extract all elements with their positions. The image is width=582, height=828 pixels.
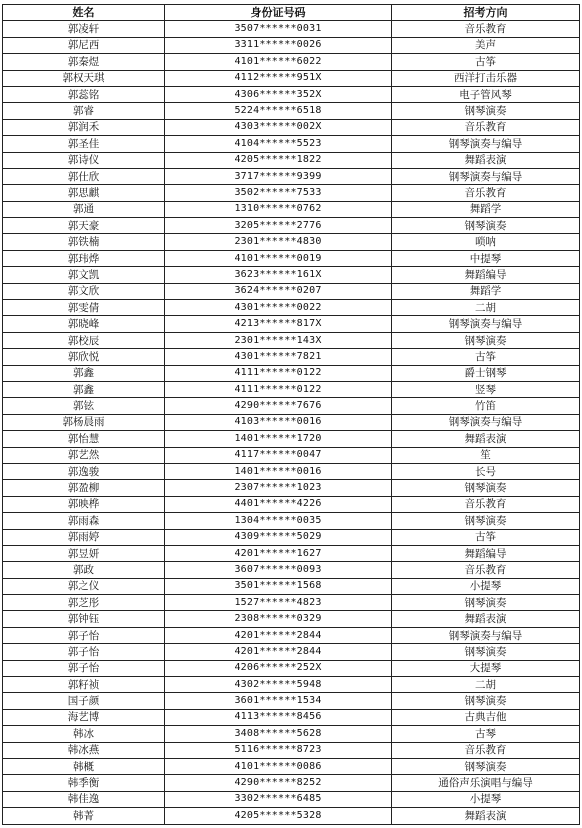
cell-name: 郭鑫: [3, 381, 165, 397]
cell-exam-direction: 舞蹈表演: [392, 431, 580, 447]
cell-exam-direction: 古琴: [392, 726, 580, 742]
cell-name: 郭杨晨雨: [3, 414, 165, 430]
cell-exam-direction: 钢琴演奏与编导: [392, 136, 580, 152]
candidate-table: [2, 4, 580, 825]
table-row: [3, 758, 580, 774]
cell-name: 郭子怡: [3, 644, 165, 660]
table-row: [3, 349, 580, 365]
cell-exam-direction: 竹笛: [392, 398, 580, 414]
table-row: [3, 201, 580, 217]
header-exam-direction: 招考方向: [392, 5, 580, 21]
cell-exam-direction: 大提琴: [392, 660, 580, 676]
cell-exam-direction: 小提琴: [392, 791, 580, 807]
cell-id-number: 4302******5948: [165, 677, 392, 693]
cell-id-number: 4205******5328: [165, 808, 392, 824]
cell-id-number: 4290******8252: [165, 775, 392, 791]
cell-exam-direction: 二胡: [392, 677, 580, 693]
cell-name: 郭昱妍: [3, 545, 165, 561]
cell-id-number: 2301******143X: [165, 332, 392, 348]
cell-exam-direction: 笙: [392, 447, 580, 463]
cell-exam-direction: 音乐教育: [392, 119, 580, 135]
cell-id-number: 4104******5523: [165, 136, 392, 152]
table-row: [3, 611, 580, 627]
table-row: [3, 54, 580, 70]
cell-exam-direction: 古筝: [392, 529, 580, 545]
table-row: [3, 168, 580, 184]
cell-id-number: 1401******0016: [165, 463, 392, 479]
cell-exam-direction: 舞蹈学: [392, 283, 580, 299]
cell-exam-direction: 二胡: [392, 300, 580, 316]
table-row: [3, 562, 580, 578]
cell-name: 韩菁: [3, 808, 165, 824]
cell-name: 郭雨森: [3, 513, 165, 529]
cell-id-number: 3717******9399: [165, 168, 392, 184]
cell-exam-direction: 通俗声乐演唱与编导: [392, 775, 580, 791]
table-row: [3, 152, 580, 168]
cell-name: 郭通: [3, 201, 165, 217]
table-row: [3, 529, 580, 545]
cell-exam-direction: 古典吉他: [392, 709, 580, 725]
cell-exam-direction: 钢琴演奏: [392, 218, 580, 234]
cell-name: 郭雨婷: [3, 529, 165, 545]
cell-id-number: 4201******2844: [165, 627, 392, 643]
cell-id-number: 3502******7533: [165, 185, 392, 201]
cell-id-number: 3311******0026: [165, 37, 392, 53]
cell-exam-direction: 音乐教育: [392, 185, 580, 201]
table-row: [3, 381, 580, 397]
table-row: [3, 316, 580, 332]
cell-exam-direction: 钢琴演奏与编导: [392, 168, 580, 184]
table-row: [3, 431, 580, 447]
cell-name: 郭映桦: [3, 496, 165, 512]
cell-exam-direction: 钢琴演奏与编导: [392, 627, 580, 643]
cell-id-number: 3601******1534: [165, 693, 392, 709]
table-row: [3, 414, 580, 430]
cell-id-number: 4101******0019: [165, 250, 392, 266]
cell-name: 郭欣悦: [3, 349, 165, 365]
cell-id-number: 2308******0329: [165, 611, 392, 627]
table-row: [3, 119, 580, 135]
cell-id-number: 5224******6518: [165, 103, 392, 119]
cell-exam-direction: 舞蹈编导: [392, 545, 580, 561]
cell-id-number: 4112******951X: [165, 70, 392, 86]
table-row: [3, 70, 580, 86]
cell-name: 郭思麒: [3, 185, 165, 201]
cell-id-number: 1310******0762: [165, 201, 392, 217]
cell-id-number: 3408******5628: [165, 726, 392, 742]
cell-name: 郭润禾: [3, 119, 165, 135]
cell-exam-direction: 钢琴演奏: [392, 644, 580, 660]
cell-exam-direction: 钢琴演奏: [392, 693, 580, 709]
cell-exam-direction: 钢琴演奏: [392, 513, 580, 529]
cell-exam-direction: 长号: [392, 463, 580, 479]
cell-id-number: 4103******0016: [165, 414, 392, 430]
cell-id-number: 2301******4830: [165, 234, 392, 250]
cell-exam-direction: 唢呐: [392, 234, 580, 250]
cell-id-number: 4113******8456: [165, 709, 392, 725]
table-row: [3, 86, 580, 102]
cell-name: 韩佳逸: [3, 791, 165, 807]
cell-id-number: 4111******0122: [165, 365, 392, 381]
table-row: [3, 283, 580, 299]
table-row: [3, 332, 580, 348]
cell-name: 国子颜: [3, 693, 165, 709]
cell-exam-direction: 舞蹈表演: [392, 808, 580, 824]
header-id-number: 身份证号码: [165, 5, 392, 21]
cell-name: 郭权天琪: [3, 70, 165, 86]
table-row: [3, 775, 580, 791]
table-row: [3, 513, 580, 529]
cell-name: 郭尼西: [3, 37, 165, 53]
table-row: [3, 644, 580, 660]
cell-exam-direction: 钢琴演奏: [392, 595, 580, 611]
table-row: [3, 234, 580, 250]
cell-id-number: 3623******161X: [165, 267, 392, 283]
cell-name: 郭艺然: [3, 447, 165, 463]
cell-id-number: 1401******1720: [165, 431, 392, 447]
table-row: [3, 677, 580, 693]
cell-id-number: 1527******4823: [165, 595, 392, 611]
cell-id-number: 4201******1627: [165, 545, 392, 561]
cell-exam-direction: 舞蹈表演: [392, 611, 580, 627]
cell-name: 郭钟钰: [3, 611, 165, 627]
table-row: [3, 660, 580, 676]
cell-name: 郭仕欣: [3, 168, 165, 184]
cell-exam-direction: 竖琴: [392, 381, 580, 397]
table-row: [3, 742, 580, 758]
cell-name: 郭铁楠: [3, 234, 165, 250]
cell-name: 韩冰: [3, 726, 165, 742]
cell-name: 郭芝彤: [3, 595, 165, 611]
cell-name: 郭籽祯: [3, 677, 165, 693]
cell-exam-direction: 钢琴演奏: [392, 103, 580, 119]
table-row: [3, 398, 580, 414]
table-row: [3, 300, 580, 316]
cell-id-number: 4111******0122: [165, 381, 392, 397]
cell-name: 郭之仪: [3, 578, 165, 594]
cell-name: 郭盈柳: [3, 480, 165, 496]
table-row: [3, 365, 580, 381]
cell-exam-direction: 音乐教育: [392, 496, 580, 512]
cell-name: 韩冰燕: [3, 742, 165, 758]
cell-name: 海艺博: [3, 709, 165, 725]
cell-exam-direction: 钢琴演奏: [392, 758, 580, 774]
cell-id-number: 1304******0035: [165, 513, 392, 529]
cell-name: 郭凌轩: [3, 21, 165, 37]
cell-id-number: 4205******1822: [165, 152, 392, 168]
cell-id-number: 4290******7676: [165, 398, 392, 414]
cell-id-number: 5116******8723: [165, 742, 392, 758]
cell-exam-direction: 舞蹈学: [392, 201, 580, 217]
cell-name: 郭校辰: [3, 332, 165, 348]
cell-name: 郭晓峰: [3, 316, 165, 332]
cell-id-number: 4401******4226: [165, 496, 392, 512]
table-row: [3, 21, 580, 37]
table-row: [3, 709, 580, 725]
table-row: [3, 103, 580, 119]
cell-exam-direction: 钢琴演奏: [392, 480, 580, 496]
cell-exam-direction: 电子管风琴: [392, 86, 580, 102]
cell-exam-direction: 爵士钢琴: [392, 365, 580, 381]
cell-exam-direction: 钢琴演奏: [392, 332, 580, 348]
cell-name: 郭文欣: [3, 283, 165, 299]
cell-name: 郭逸骏: [3, 463, 165, 479]
cell-id-number: 3507******0031: [165, 21, 392, 37]
cell-name: 郭政: [3, 562, 165, 578]
table-row: [3, 136, 580, 152]
cell-name: 郭雯倩: [3, 300, 165, 316]
cell-exam-direction: 钢琴演奏与编导: [392, 316, 580, 332]
cell-name: 郭子怡: [3, 627, 165, 643]
cell-exam-direction: 音乐教育: [392, 21, 580, 37]
cell-id-number: 3501******1568: [165, 578, 392, 594]
header-name: 姓名: [3, 5, 165, 21]
table-body: [3, 21, 580, 824]
cell-exam-direction: 舞蹈编导: [392, 267, 580, 283]
cell-name: 郭蕊铭: [3, 86, 165, 102]
cell-name: 郭鑫: [3, 365, 165, 381]
cell-name: 郭天豪: [3, 218, 165, 234]
cell-id-number: 3607******0093: [165, 562, 392, 578]
cell-id-number: 2307******1023: [165, 480, 392, 496]
cell-name: 郭秦煜: [3, 54, 165, 70]
table-row: [3, 545, 580, 561]
table-row: [3, 693, 580, 709]
table-row: [3, 578, 580, 594]
table-row: [3, 267, 580, 283]
cell-name: 韩季衡: [3, 775, 165, 791]
cell-id-number: 3302******6485: [165, 791, 392, 807]
cell-name: 郭诗仪: [3, 152, 165, 168]
cell-name: 郭铉: [3, 398, 165, 414]
table-row: [3, 37, 580, 53]
cell-exam-direction: 美声: [392, 37, 580, 53]
cell-name: 郭怡慧: [3, 431, 165, 447]
cell-id-number: 4303******002X: [165, 119, 392, 135]
cell-id-number: 4301******7821: [165, 349, 392, 365]
cell-exam-direction: 音乐教育: [392, 742, 580, 758]
cell-exam-direction: 中提琴: [392, 250, 580, 266]
cell-name: 韩概: [3, 758, 165, 774]
cell-name: 郭睿: [3, 103, 165, 119]
cell-id-number: 4101******0086: [165, 758, 392, 774]
table-row: [3, 185, 580, 201]
table-row: [3, 250, 580, 266]
table-row: [3, 808, 580, 824]
cell-name: 郭文凯: [3, 267, 165, 283]
cell-id-number: 4301******0022: [165, 300, 392, 316]
table-row: [3, 218, 580, 234]
table-row: [3, 627, 580, 643]
cell-id-number: 3624******0207: [165, 283, 392, 299]
table-row: [3, 595, 580, 611]
table-row: [3, 496, 580, 512]
table-row: [3, 463, 580, 479]
cell-id-number: 4309******5029: [165, 529, 392, 545]
cell-exam-direction: 钢琴演奏与编导: [392, 414, 580, 430]
cell-exam-direction: 小提琴: [392, 578, 580, 594]
cell-exam-direction: 古筝: [392, 54, 580, 70]
cell-id-number: 4206******252X: [165, 660, 392, 676]
table-row: [3, 447, 580, 463]
table-row: [3, 480, 580, 496]
cell-name: 郭子怡: [3, 660, 165, 676]
table-row: [3, 791, 580, 807]
cell-exam-direction: 古筝: [392, 349, 580, 365]
cell-id-number: 4101******6022: [165, 54, 392, 70]
cell-id-number: 4117******0047: [165, 447, 392, 463]
table-header-row: [3, 5, 580, 21]
cell-exam-direction: 舞蹈表演: [392, 152, 580, 168]
cell-exam-direction: 西洋打击乐器: [392, 70, 580, 86]
cell-name: 郭圣佳: [3, 136, 165, 152]
cell-exam-direction: 音乐教育: [392, 562, 580, 578]
cell-name: 郭玮烨: [3, 250, 165, 266]
cell-id-number: 3205******2776: [165, 218, 392, 234]
table-row: [3, 726, 580, 742]
cell-id-number: 4213******817X: [165, 316, 392, 332]
cell-id-number: 4306******352X: [165, 86, 392, 102]
cell-id-number: 4201******2844: [165, 644, 392, 660]
